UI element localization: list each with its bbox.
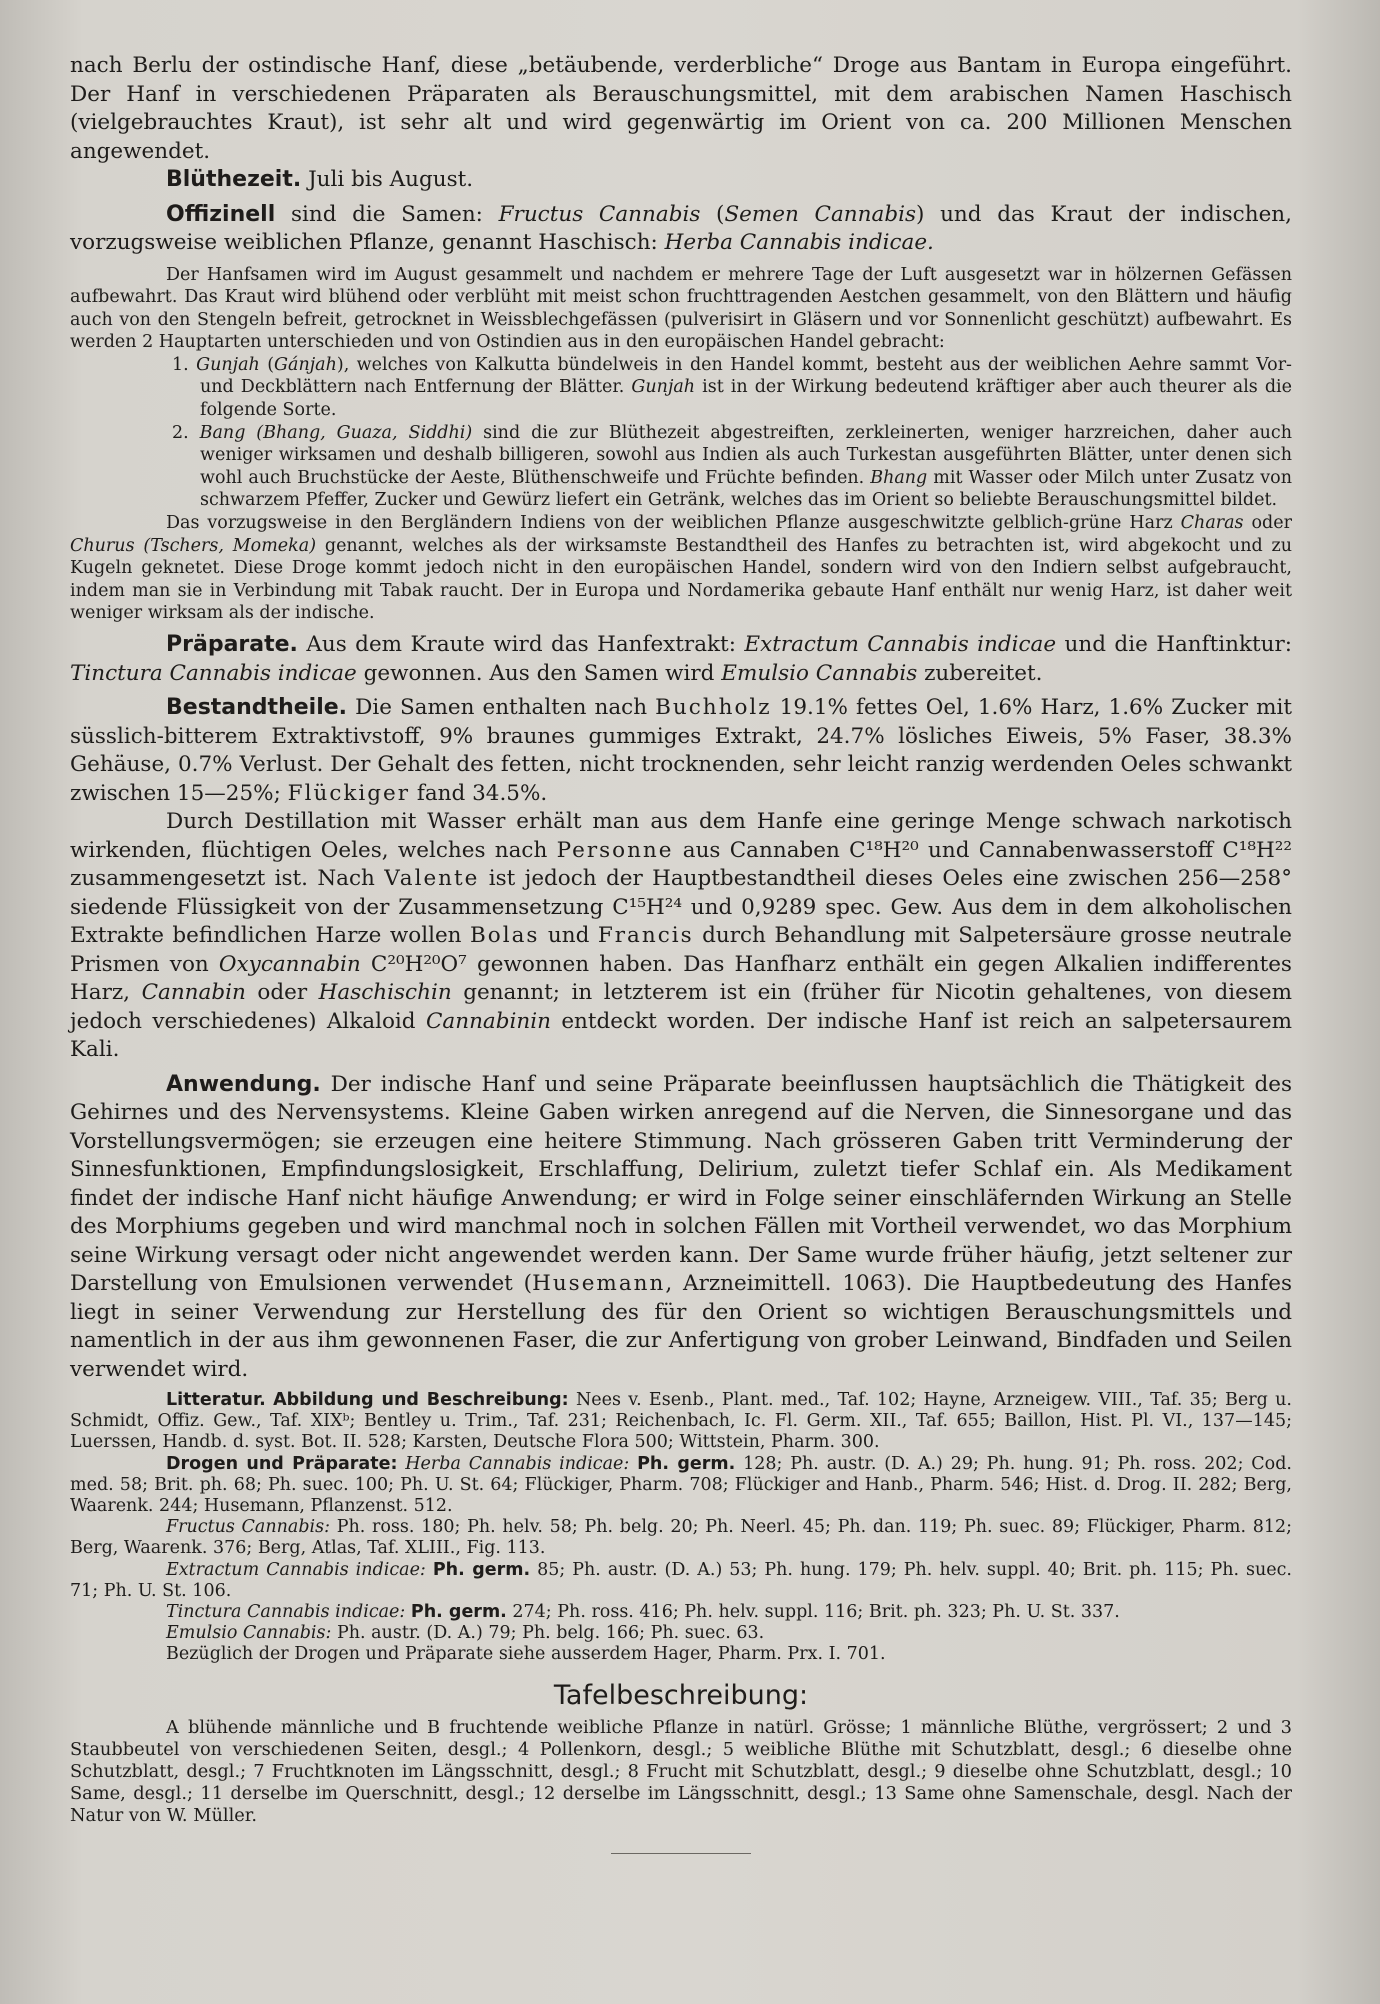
destillation-text-7: oder (257, 980, 308, 1005)
destillation-text-9: entdeckt worden. Der indische Hanf ist reich an salpetersaurem Kali. (70, 1008, 1292, 1062)
praeparate-text-2: und die Hanftinktur: (1064, 632, 1292, 657)
harz-text-3: genannt, welches als der wirksamste Bestandtheil des Hanfes zu betrachten ist, wird abgekocht und zu Kugeln geknetet. Diese Droge kommt jedoch nicht in den europäischen Handel, sondern wird von den Indiern selbst aufgebraucht, indem man sie in Verbindung mit Tabak raucht. Der in Europa und Nordamerika gebaute Hanf enthält nur wenig Harz, ist daher weit weniger wirksam als der indische. (70, 535, 1292, 624)
offizinell-paragraph: Offizinell sind die Samen: Fructus Cannabis (Semen Cannabis) und das Kraut der indischen, vorzugsweise weiblichen Pflanze, genannt Haschisch: Herba Cannabis indicae. (70, 201, 1292, 255)
bluethezeit-text: Juli bis August. (308, 167, 474, 192)
drogen-tinctura-paragraph (70, 1602, 1292, 1623)
harz-text-1: Das vorzugsweise in den Bergländern Indiens von der weiblichen Pflanze ausgeschwitzte gelblich-grüne Harz (166, 513, 1173, 534)
gunjah-term-2: Gunjah (631, 377, 696, 398)
drogen-emulsio-text: Ph. austr. (D. A.) 79; Ph. belg. 166; Ph. suec. 63. (336, 1623, 765, 1644)
fructus-cannabis-term: Fructus Cannabis (498, 201, 701, 227)
intro-paragraph: nach Berlu der ostindische Hanf, diese „betäubende, verderbliche“ Droge aus Bantam in Europa eingeführt. Der Hanf in verschiedenen Präparaten als Berauschungsmittel, mit dem arabischen Namen Haschisch (vielgebrauchtes Kraut), ist sehr alt und wird gegenwärtig im Orient von ca. 200 Millionen Menschen angewendet. (70, 53, 1292, 164)
bang-text-2: mit Wasser oder Milch unter Zusatz von schwarzem Pfeffer, Zucker und Gewürz liefert ein Getränk, welches das im Orient so beliebte Berauschungsmittel bildet. (200, 467, 1292, 511)
offizinell-heading: Offizinell (166, 201, 276, 227)
destillation-text-2: aus Cannaben C¹⁸H²⁰ und Cannabenwasserstoff C¹⁸H²² zusammengesetzt ist. Nach (70, 837, 1292, 891)
drogen-fructus-paragraph (70, 1517, 1292, 1559)
bestandtheile-text-3: fand 34.5%. (416, 780, 548, 806)
drogen-subheading: Drogen und Präparate: (166, 1453, 398, 1474)
bang-term: Bang (Bhang, Guaza, Siddhi) (199, 422, 473, 443)
harz-paragraph (70, 512, 1292, 625)
tafel-paragraph: A blühende männliche und B fruchtende weibliche Pflanze in natürl. Grösse; 1 männliche Blüthe, vergrössert; 2 und 3 Staubbeutel von verschiedenen Seiten, desgl.; 4 Pollenkorn, desgl.; 5 weibliche Blüthe mit Schutzblatt, desgl.; 6 dieselbe ohne Schutzblatt, desgl.; 7 Fruchtknoten im Längsschnitt, desgl.; 8 Frucht mit Schutzblatt, desgl.; 9 dieselbe ohne Schutzblatt, desgl.; 10 Same, desgl.; 11 derselbe im Querschnitt, desgl.; 12 derselbe im Längsschnitt, desgl.; 13 Same ohne Samenschale, desgl. Nach der Natur von W. Müller. (70, 1716, 1292, 1826)
drogen-bezueglich-paragraph: Bezüglich der Drogen und Präparate siehe ausserdem Hager, Pharm. Prx. I. 701. (166, 1644, 886, 1665)
author-valente: Valente (384, 866, 480, 891)
ph-germ-label: Ph. germ. (410, 1602, 507, 1623)
litteratur-heading: Litteratur. (166, 1390, 266, 1410)
bestandtheile-text-2: 19.1% fettes Oel, 1.6% Harz, 1.6% Zucker mit süsslich-bitterem Extraktivstoff, 9% braunes gummiges Extrakt, 24.7% lösliches Eiweis, 5% Faser, 38.3% Gehäuse, 0.7% Verlust. Der Gehalt des fetten, nicht trocknenden, sehr leicht ranzig werdenden Oeles schwankt zwischen 15—25%; (70, 695, 1292, 806)
list-item-bang (70, 422, 1292, 512)
list-item-number: 2. (172, 422, 189, 443)
bestandtheile-paragraph (70, 694, 1292, 808)
cannabinin-term: Cannabinin (425, 1008, 551, 1034)
extractum-term: Extractum Cannabis indicae (744, 632, 1057, 657)
list-item-gunjah: 1. Gunjah (Gánjah), welches von Kalkutta bündelweis in den Handel kommt, besteht aus der weiblichen Aehre sammt Vor- und Deckblättern nach Entfernung der Blätter. Gunjah ist in der Wirkung bedeutend kräftiger aber auch theurer als die folgende Sorte. (172, 354, 1292, 421)
bestandtheile-heading: Bestandtheile. (166, 695, 348, 720)
author-flueckiger: Flückiger (287, 780, 411, 806)
drogen-extractum-term: Extractum Cannabis indicae: (166, 1559, 426, 1580)
haschischin-term: Haschischin (318, 980, 452, 1005)
gunjah-term: Gunjah (196, 354, 260, 375)
ph-germ-label: Ph. germ. (432, 1559, 531, 1580)
litteratur-text: Nees v. Esenb., Plant. med., Taf. 102; Hayne, Arzneigew. VIII., Taf. 35; Berg u. Schmidt, Offiz. Gew., Taf. XIXᵇ; Bentley u. Trim., Taf. 231; Reichenbach, Ic. Fl. Germ. XII., Taf. 655; Baillon, Hist. Pl. VI., 137—145; Luerssen, Handb. d. syst. Bot. II. 528; Karsten, Deutsche Flora 500; Wittstein, Pharm. 300. (70, 1390, 1292, 1453)
author-francis: Francis (597, 923, 694, 948)
bestandtheile-text-1: Die Samen enthalten nach (355, 695, 648, 720)
oxycannabin-term: Oxycannabin (218, 951, 361, 977)
drogen-extractum-paragraph (70, 1560, 1292, 1602)
bhang-term: Bhang (870, 467, 928, 488)
hanfsamen-paragraph: Der Hanfsamen wird im August gesammelt und nachdem er mehrere Tage der Luft ausgesetzt war in hölzernen Gefässen aufbewahrt. Das Kraut wird blühend oder verblüht mit meist schon fruchttragenden Aestchen gesammelt, von den Blättern und häufig auch von den Stengeln befreit, getrocknet in Weissblechgefässen (pulverisirt in Gläsern und vor Sonnenlicht geschützt) aufbewahrt. Es werden 2 Hauptarten unterschieden und von Ostindien aus in den europäischen Handel gebracht: (70, 264, 1292, 353)
praeparate-heading: Präparate. (166, 632, 298, 657)
emulsio-term: Emulsio Cannabis (721, 660, 918, 686)
destillation-text-6: C²⁰H²⁰O⁷ gewonnen haben. Das Hanfharz enthält ein gegen Alkalien indifferentes Harz, (70, 951, 1292, 1005)
bluethezeit-paragraph (70, 166, 1292, 195)
author-personne: Personne (556, 837, 674, 863)
drogen-tinctura-text: 274; Ph. ross. 416; Ph. helv. suppl. 116; Brit. ph. 323; Ph. U. St. 337. (512, 1602, 1120, 1623)
drogen-herba-term: Herba Cannabis indicae: (405, 1453, 630, 1474)
list-item-number: 1. (172, 354, 189, 375)
drogen-fructus-text: Ph. ross. 180; Ph. helv. 58; Ph. belg. 20; Ph. Neerl. 45; Ph. dan. 119; Ph. suec. 89; Flückiger, Pharm. 812; Berg, Waarenk. 376; Berg, Atlas, Taf. XLIII., Fig. 113. (70, 1517, 1293, 1559)
drogen-herba-text: 128; Ph. austr. (D. A.) 29; Ph. hung. 91; Ph. ross. 202; Cod. med. 58; Brit. ph. 68; Ph. suec. 100; Ph. U. St. 64; Flückiger, Pharm. 708; Flückiger and Hanb., Pharm. 546; Hist. d. Drog. II. 282; Berg, Waarenk. 244; Husemann, Pflanzenst. 512. (70, 1453, 1292, 1517)
gunjah-text-2: ist in der Wirkung bedeutend kräftiger aber auch theurer als die folgende Sorte. (200, 377, 1292, 421)
litteratur-paragraph (70, 1390, 1292, 1454)
drogen-emulsio-term: Emulsio Cannabis: (166, 1623, 332, 1644)
destillation-paragraph (70, 808, 1292, 1065)
bottom-divider (611, 1853, 751, 1854)
praeparate-text-3: gewonnen. Aus den Samen wird (363, 660, 715, 686)
herba-cannabis-term: Herba Cannabis indicae. (664, 230, 934, 255)
harz-text-2: oder (1251, 513, 1292, 534)
offizinell-text-2: und das Kraut der indischen, vorzugsweise weiblichen Pflanze, genannt Haschisch: (70, 201, 1292, 255)
anwendung-heading: Anwendung. (166, 1071, 321, 1097)
drogen-tinctura-term: Tinctura Cannabis indicae: (166, 1602, 406, 1623)
drogen-extractum-text: 85; Ph. austr. (D. A.) 53; Ph. hung. 179; Ph. helv. suppl. 40; Brit. ph. 115; Ph. suec. 71; Ph. U. St. 106. (70, 1559, 1292, 1601)
semen-cannabis-term: Semen Cannabis (724, 201, 916, 227)
destillation-text-4: und (547, 923, 590, 948)
author-husemann: Husemann (532, 1271, 666, 1296)
drogen-emulsio-paragraph (70, 1623, 1292, 1644)
anwendung-paragraph (70, 1071, 1292, 1385)
tinctura-term: Tinctura Cannabis indicae (70, 660, 357, 686)
drogen-fructus-term: Fructus Cannabis: (166, 1517, 331, 1538)
praeparate-paragraph (70, 631, 1292, 688)
drogen-herba-paragraph (70, 1454, 1292, 1518)
churus-term: Churus (Tschers, Momeka) (70, 535, 317, 556)
ph-germ-label: Ph. germ. (637, 1453, 736, 1474)
destillation-text-3: ist jedoch der Hauptbestandtheil dieses Oeles eine zwischen 256—258° siedende Flüssigkeit von der Zusammensetzung C¹⁵H²⁴ und 0,9289 spec. Gew. Aus dem in dem alkoholischen Extrakte befindlichen Harze wollen (70, 866, 1292, 948)
destillation-text-5: durch Behandlung mit Salpetersäure grosse neutrale Prismen von (70, 923, 1292, 977)
author-bolas: Bolas (469, 923, 540, 948)
destillation-text-8: genannt; in letzterem ist ein (früher für Nicotin gehaltenes, von diesem jedoch verschiedenes) Alkaloid (70, 980, 1293, 1034)
praeparate-text-4: zubereitet. (924, 660, 1043, 686)
bang-text-1: sind die zur Blüthezeit abgestreiften, zerkleinerten, weniger harzreichen, daher auch weniger wirksamen und deshalb billigeren, sowohl aus Indien als auch Turkestan ausgeführten Blätter, unter denen sich wohl auch Bruchstücke der Aeste, Blüthenschweife und Früchte befinden. (200, 422, 1292, 488)
destillation-text-1: Durch Destillation mit Wasser erhält man aus dem Hanfe eine geringe Menge schwach narkotisch wirkenden, flüchtigen Oeles, welches nach (70, 809, 1292, 863)
cannabin-term: Cannabin (141, 980, 246, 1005)
praeparate-text-1: Aus dem Kraute wird das Hanfextrakt: (306, 632, 736, 657)
anwendung-text-1: Der indische Hanf und seine Präparate beeinflussen hauptsächlich die Thätigkeit des Gehirnes und des Nervensystems. Kleine Gaben wirken anregend auf die Nerven, die Sinnesorgane und das Vorstellungsvermögen; sie erzeugen eine heitere Stimmung. Nach grösseren Gaben tritt Verminderung der Sinnesfunktionen, Empfindungslosigkeit, Erschlaffung, Delirium, zuletzt tiefer Schlaf ein. Als Medikament findet der indische Hanf nicht häufige Anwendung; er wird in Folge seiner einschläfernden Wirkung an Stelle des Morphiums gegeben und wird manchmal noch in solchen Fällen mit Vortheil verwendet, wo das Morphium seine Wirkung versagt oder nicht angewendet werden kann. Der Same wurde früher häufig, jetzt seltener zur Darstellung von Emulsionen verwendet ( (70, 1071, 1292, 1296)
author-buchholz: Buchholz (655, 695, 772, 720)
gunjah-text-1: , welches von Kalkutta bündelweis in den Handel kommt, besteht aus der weiblichen Aehre sammt Vor- und Deckblättern nach Entfernung der Blätter. (200, 354, 1292, 398)
anwendung-text-2: , Arzneimittell. 1063). Die Hauptbedeutung des Hanfes liegt in seiner Verwendung zur Herstellung des für den Orient so wichtigen Berauschungsmittels und namentlich in der aus ihm gewonnenen Faser, die zur Anfertigung von grober Leinwand, Bindfaden und Seilen verwendet wird. (70, 1271, 1292, 1382)
charas-term: Charas (1180, 513, 1244, 534)
tafel-heading: Tafelbeschreibung: (553, 1679, 809, 1711)
offizinell-text-1: sind die Samen: (290, 201, 483, 227)
litteratur-subheading: Abbildung und Beschreibung: (273, 1390, 569, 1410)
bluethezeit-heading: Blüthezeit. (166, 167, 302, 192)
ganjah-term: Gánjah (274, 354, 337, 375)
